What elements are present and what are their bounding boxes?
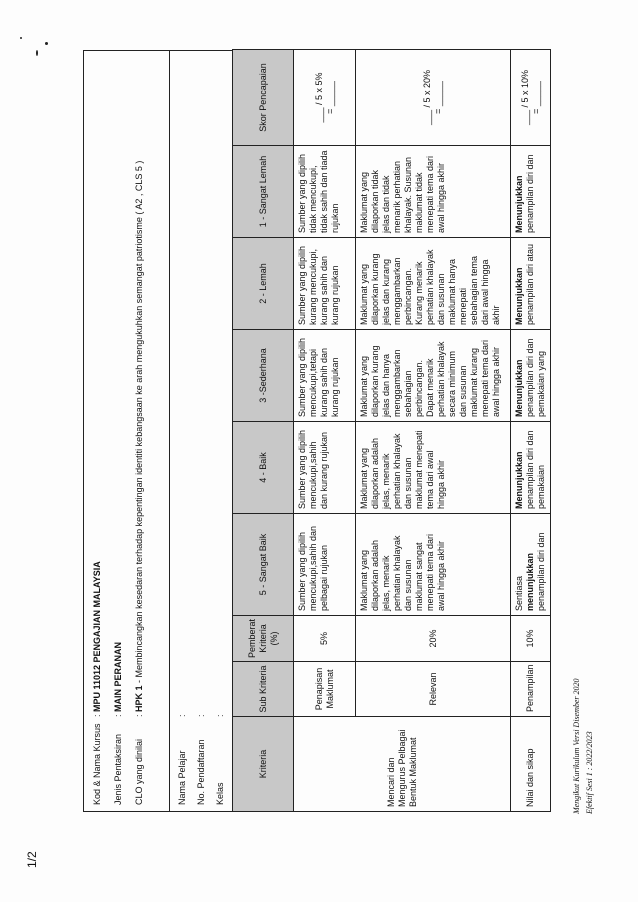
score-formula: ___ / 5 x 10% [519,69,530,126]
weight-cell: 5% [294,616,356,662]
course-value: MPU 11012 PENGAJIAN MALAYSIA [91,561,102,712]
descriptor-1: Sumber yang dipilih tidak mencukupi, tidak sahih dan tiada rujukan [294,146,356,238]
registration-field[interactable]: : [195,714,206,717]
descriptor-5 [511,514,551,616]
descriptor-2: Sumber yang dipilih kurang mencukupi, kurang sahih dan kurang rujukan [294,238,356,330]
score-equals: = _____ [530,81,541,114]
score-equals: = _____ [324,81,335,114]
assessment-label: Jenis Pentaksiran [112,733,123,805]
rubric-table [232,49,551,812]
descriptor-3 [511,330,551,422]
student-name-field[interactable]: : [176,714,187,717]
score-formula: ___ / 5 x 5% [313,72,324,123]
score-equals: = _____ [433,81,443,114]
class-label: Kelas [214,782,225,805]
footer-line-1: Mengikut Kurikulum Versi Disember 2020 [572,678,581,814]
student-info [169,50,232,812]
descriptor-5: Sumber yang dipilih mencukupi,sahih dan pelbagai rujukan [294,514,356,616]
descriptor-5-rest: penampilan diri dan [536,532,546,611]
criterion-cell: Mencari dan Mengurus Pelbagai Bentuk Maklumat [294,717,511,812]
student-name-label: Nama Pelajar [176,750,187,805]
descriptor-1-rest: penampilan diri dan [525,154,535,233]
col-score-5: 5 - Sangat Baik [233,514,294,616]
assessment-value: MAIN PERANAN [112,641,123,712]
descriptor-3: Maklumat yang dilaporkan kurang jelas dan hanya menggambarkan sebahagian perbincangan. Dapat menarik perhatian khalayak secara minimum dan susunan maklumat kurang menepati tema dari awal hingga akhir [356,330,511,422]
descriptor-4: Maklumat yang dilaporkan adalah jelas, menarik perhatian khalayak dan susunan maklumat menepati tema dari awal hingga akhir [356,422,511,514]
descriptor-4-rest: penampilan diri dan pemakaian [525,430,546,509]
descriptor-3: Sumber yang dipilih mencukupi,tetapi kurang sahih dan kurang rujukan [294,330,356,422]
col-kriteria: Kriteria [233,717,294,812]
descriptor-2-bold: Menunjukkan [514,267,524,325]
scan-speck [20,37,22,39]
descriptor-5-lead: Sentiasa [514,575,524,611]
clo-description: - Membincangkan kesedaran terhadap kepentingan identiti kebangsaan ke arah mengukuhkan semangat patriotisme ( A2 , CLS 5 ) [133,160,144,686]
score-cell[interactable] [356,50,511,146]
descriptor-5: Maklumat yang dilaporkan adalah jelas, menarik perhatian khalayak dan susunan maklumat sangat menepati tema dari awal hingga akhir [356,514,511,616]
col-skor: Skor Pencapaian [233,50,294,146]
table-row [356,50,511,812]
col-score-3: 3 -Sederhana [233,330,294,422]
descriptor-3-rest: penampilan diri dan pemakaian yang [525,338,546,417]
descriptor-4 [511,422,551,514]
criterion-cell: Nilai dan sikap [511,717,551,812]
col-score-1: 1 - Sangat Lemah [233,146,294,238]
descriptor-2 [511,238,551,330]
descriptor-2: Maklumat yang dilaporkan kurang jelas dan kurang menggambarkan perbincangan. Kurang menarik perhatian khalayak dan susunan maklumat hanya menepati sebahagian tema dari awal hingga akhir [356,238,511,330]
descriptor-2-rest: penampilan diri atau [525,243,535,325]
class-field[interactable]: : [214,714,225,717]
registration-label: No. Pendaftaran [195,739,206,805]
descriptor-4-bold: Menunjukkan [514,451,524,509]
descriptor-1 [511,146,551,238]
weight-cell: 10% [511,616,551,662]
scan-speck [36,50,38,56]
sub-criterion-cell: Penapisan Maklumat [294,662,356,717]
score-cell[interactable] [511,50,551,146]
score-formula: ___ / 5 x 20% [422,69,432,126]
descriptor-1-bold: Menunjukkan [514,175,524,233]
footer-line-2: Efektif Sesi 1 : 2022/2023 [585,731,594,814]
weight-cell: 20% [356,616,511,662]
header-row [233,50,294,812]
page-number: 1/2 [25,851,39,868]
table-row [294,50,356,812]
score-cell[interactable] [294,50,356,146]
col-pemberat: Pemberat Kriteria (%) [233,616,294,662]
clo-label: CLO yang dinilai [133,738,144,805]
rubric-form [83,50,548,812]
col-score-4: 4 - Baik [233,422,294,514]
course-header: Kod & Nama Kursus : MPU 11012 PENGAJIAN MALAYSIA Jenis Pentaksiran : MAIN PERANAN CLO yang dinilai : HPK 1 - Membincangkan kesedaran terhadap kepentingan identiti kebangsaan ke arah mengukuhkan semangat patriotisme ( A2 , CLS 5 ) [83,50,169,812]
scan-speck [45,42,48,45]
table-row [511,50,551,812]
col-sub-kriteria: Sub Kriteria [233,662,294,717]
course-label: Kod & Nama Kursus [91,723,102,805]
descriptor-5-bold: menunjukkan [525,552,535,611]
sub-criterion-cell: Penampilan [511,662,551,717]
descriptor-1: Maklumat yang dilaporkan tidak jelas dan tidak menarik perhatian khalayak. Susunan maklumat tidak menepati tema dari awal hingga akhir [356,146,511,238]
clo-code: HPK 1 [133,685,144,712]
col-score-2: 2 - Lemah [233,238,294,330]
sub-criterion-cell: Relevan [356,662,511,717]
descriptor-4: Sumber yang dipilih mencukupi,sahih dan kurang rujukan [294,422,356,514]
descriptor-3-bold: Menunjukkan [514,359,524,417]
